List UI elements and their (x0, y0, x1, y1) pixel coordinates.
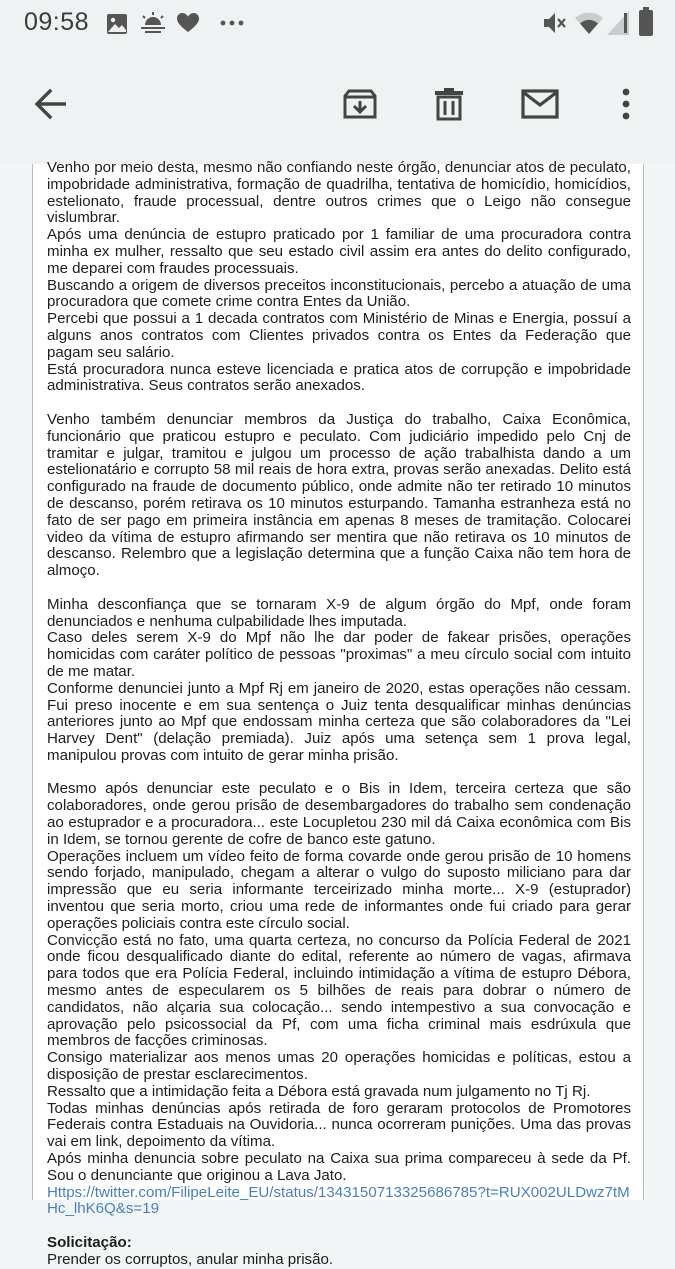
delete-button[interactable] (421, 76, 477, 132)
signal-icon (606, 10, 630, 36)
battery-icon (638, 7, 654, 37)
paragraph: Mesmo após denunciar este peculato e o Bis in Idem, terceira certeza que são colaboradores, onde gerou prisão de desembargadores do trabalho sem condenação ao estuprador e a procuradora... este Locupletou 230 mil dá Caixa econômica com Bis in Idem, se tornou gerente de cofre de banco este gatuno. (47, 780, 631, 848)
paragraph: Venho por meio desta, mesmo não confiando neste órgão, denunciar atos de peculato, impobridade administrativa, formação de quadrilha, tentativa de homicídio, homicídios, estelionato, fraude processual, dentre outros crimes que o Leigo não consegue vislumbrar. (47, 159, 631, 227)
mark-unread-icon (521, 89, 559, 119)
overflow-menu-button[interactable] (598, 76, 654, 132)
app-toolbar (0, 50, 675, 164)
attachment-document (32, 159, 644, 1268)
paragraph: Operações incluem um vídeo feito de forma covarde onde gerou prisão de 10 homens sendo forjado, manipulado, chegam a alterar o vulgo do suposto miliciano para dar impressão que eu seria informante terceirizado minha morte... X-9 (estuprador) inventou que seria morto, criou uma rede de informantes onde fui criado para gerar operações policiais contra este círculo social. (47, 847, 631, 932)
status-bar (0, 0, 675, 50)
arrow-left-icon (34, 89, 68, 119)
spacer (47, 765, 631, 782)
document-body (47, 160, 631, 1269)
image-icon (106, 13, 128, 35)
spacer (47, 1218, 631, 1235)
weather-icon (139, 11, 167, 35)
archive-button[interactable] (332, 76, 388, 132)
archive-icon (343, 88, 377, 120)
back-button[interactable] (23, 76, 79, 132)
spacer (47, 580, 631, 597)
paragraph: Convicção está no fato, uma quarta certeza, no concurso da Polícia Federal de 2021 onde ficou desqualificado diante do edital, referente ao número de vagas, afirmava para todos que era Polícia Federal, incluindo intimidação a vítima de estupro Débora, mesmo antes de especularem os 5 bilhões de reais para dobrar o número de candidatos, não alçaria sua colocação... sendo intempestivo a sua convocação e aprovação pelo psicossocial da Pf, com uma ficha criminal mais esdrúxula que membros de facções criminosas. (47, 931, 631, 1050)
wifi-icon (574, 10, 604, 36)
status-time: 09:58 (24, 8, 90, 36)
paragraph: Após minha denuncia sobre peculato na Caixa sua prima compareceu à sede da Pf. Sou o denunciante que originou a Lava Jato. (47, 1150, 631, 1184)
request-text: Prender os corruptos, anular minha prisão. (47, 1250, 334, 1268)
paragraph: Está procuradora nunca esteve licenciada e pratica atos de corrupção e impobridade administrativa. Seus contratos serão anexados. (47, 360, 631, 395)
tweet-link[interactable]: Https://twitter.com/FilipeLeite_EU/status/1343150713325686785?t=RUX002ULDwz7tMHc_lhK6Q&s=19 (47, 1183, 630, 1218)
overflow-menu-icon (622, 88, 630, 120)
paragraph: Venho também denunciar membros da Justiça do trabalho, Caixa Econômica, funcionário que praticou estupro e peculato. Com judiciário impedido pelo Cnj de tramitar e julgar, tramitou e julgou um processo de ação trabalhista dando a um estelionatário e corrupto 58 mil reais de hora extra, provas serão anexadas. Delito está configurado na fraude de documento público, onde admite não ter retirado 10 minutos de descanso, porém retirava os 10 minutos esturpando. Tamanha estranheza está no fato de ser pago em primeira instância em apenas 8 meses de tramitação. Colocarei video da vítima de estupro afirmando ser mentira que não retirava os 10 minutos de descanso. Relembro que a legislação determina que a função Caixa não tem hora de almoço. (47, 410, 631, 580)
mark-unread-button[interactable] (512, 76, 568, 132)
mute-icon (542, 10, 566, 36)
paragraph: Conforme denunciei junto a Mpf Rj em janeiro de 2020, estas operações não cessam. Fui preso inocente e em sua sentença o Juiz tenta desqualificar minhas denúncias anteriores junto ao Mpf que endossam minha certeza que são colaboradores da "Lei Harvey Dent" (delação premiada). Juiz após uma setença sem 1 prova legal, manipulou provas com intuito de gerar minha prisão. (47, 679, 631, 764)
paragraph: Buscando a origem de diversos preceitos inconstitucionais, percebo a atuação de uma procuradora que comete crime contra Entes da União. (47, 276, 631, 311)
more-dots-icon (220, 20, 244, 26)
paragraph: Caso deles serem X-9 do Mpf não lhe dar poder de fakear prisões, operações homicidas com caráter político de pessoas "proximas" a meu círculo social com intuito de me matar. (47, 629, 631, 680)
heart-icon (176, 12, 200, 34)
paragraph: Após uma denúncia de estupro praticado por 1 familiar de uma procuradora contra minha ex mulher, ressalto que seu estado civil assim era antes do delito configurado, me deparei com fraudes processuais. (47, 226, 631, 277)
paragraph: Percebi que possui a 1 decada contratos com Ministério de Minas e Energia, possuí a alguns anos contratos com Clientes privados contra os Entes da Federação que pagam seu salário. (47, 310, 631, 361)
spacer (47, 395, 631, 412)
paragraph: Consigo materializar aos menos umas 20 operações homicidas e políticas, estou a disposição de prestar esclarecimentos. (47, 1049, 631, 1084)
delete-icon (434, 87, 464, 121)
paragraph: Todas minhas denúncias após retirada de foro geraram protocolos de Promotores Federais contra Estaduais na Ouvidoria... nunca ocorreram punições. Uma das provas vai em link, depoimento da vítima. (47, 1099, 631, 1151)
paragraph: Ressalto que a intimidação feita a Débora está gravada num julgamento no Tj Rj. (47, 1082, 591, 1100)
paragraph: Minha desconfiança que se tornaram X-9 de algum órgão do Mpf, onde foram denunciados e nenhuma culpabilidade lhes imputada. (47, 595, 631, 630)
request-heading: Solicitação: (47, 1234, 132, 1251)
